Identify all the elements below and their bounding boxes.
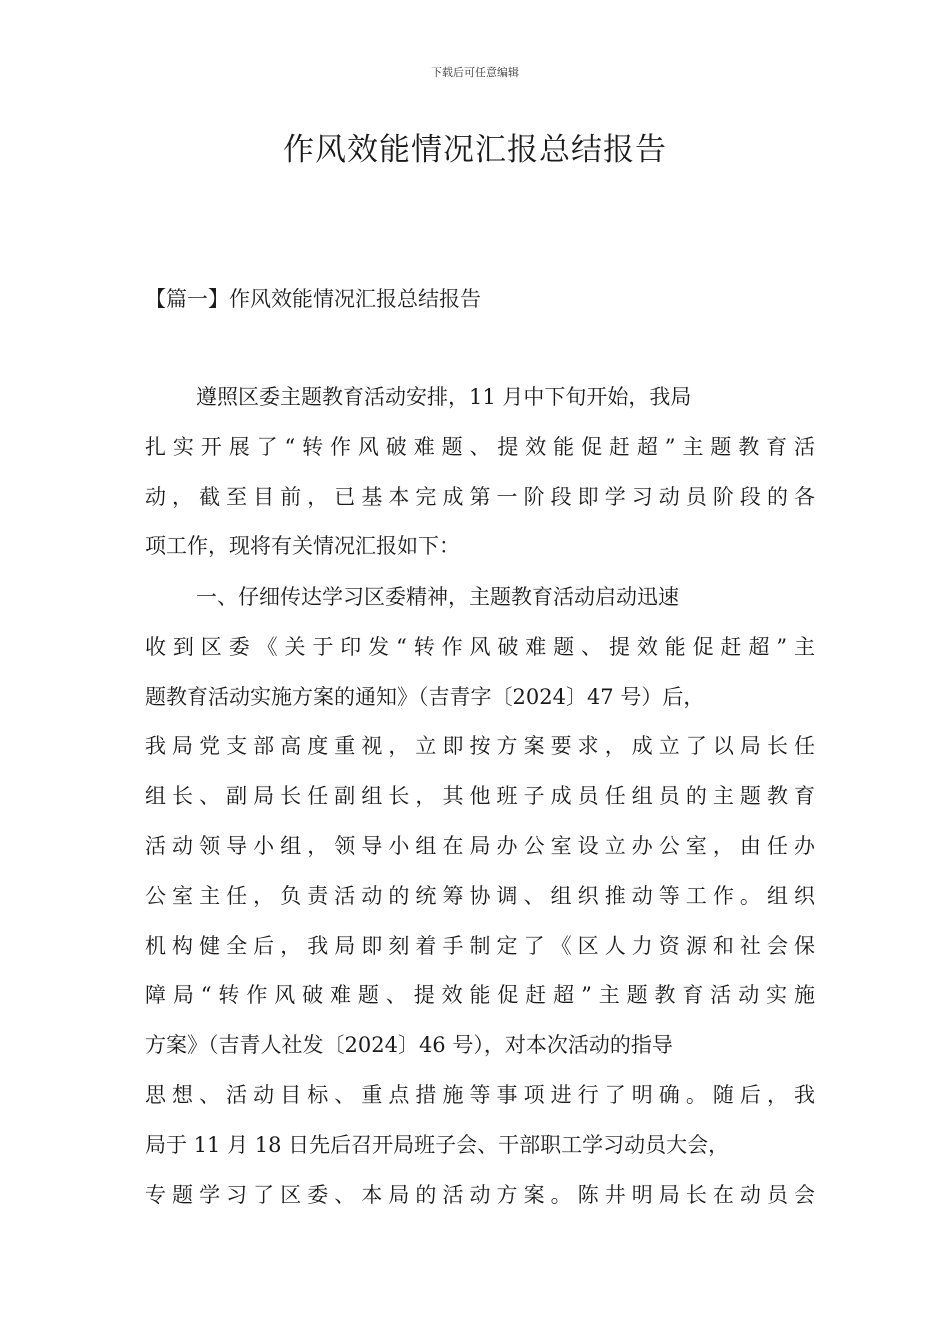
paragraph-line: 我局党支部高度重视，立即按方案要求，成立了以局长任 [145, 734, 815, 759]
section-heading: 【篇一】作风效能情况汇报总结报告 [145, 287, 481, 311]
paragraph-line: 动，截至目前，已基本完成第一阶段即学习动员阶段的各 [145, 484, 815, 509]
paragraph-line: 局于 11 月 18 日先后召开局班子会、干部职工学习动员大会， [145, 1132, 730, 1157]
paragraph-line: 障局“转作风破难题、提效能促赶超”主题教育活动实施 [145, 983, 815, 1008]
paragraph-line: 公室主任，负责活动的统筹协调、组织推动等工作。组织 [145, 883, 815, 908]
paragraph-line: 遵照区委主题教育活动安排，11 月中下旬开始，我局 [196, 385, 692, 409]
paragraph-2 [145, 573, 815, 1220]
paragraph-1 [145, 373, 815, 572]
document-title: 作风效能情况汇报总结报告 [283, 132, 667, 168]
paragraph-line: 组长、副局长任副组长，其他班子成员任组员的主题教育 [145, 784, 815, 809]
paragraph-line: 专题学习了区委、本局的活动方案。陈井明局长在动员会 [145, 1182, 815, 1207]
paragraph-line: 机构健全后，我局即刻着手制定了《区人力资源和社会保 [145, 933, 815, 958]
header-note: 下载后可任意编辑 [431, 66, 519, 79]
paragraph-line: 扎实开展了“转作风破难题、提效能促赶超”主题教育活 [145, 434, 815, 459]
paragraph-line: 活动领导小组，领导小组在局办公室设立办公室，由任办 [145, 833, 815, 858]
paragraph-line: 方案》（吉青人社发〔2024〕46 号），对本次活动的指导 [145, 1033, 673, 1058]
paragraph-line: 项工作，现将有关情况汇报如下： [145, 534, 460, 559]
paragraph-line: 收到区委《关于印发“转作风破难题、提效能促赶超”主 [145, 634, 815, 659]
paragraph-line: 思想、活动目标、重点措施等事项进行了明确。随后，我 [145, 1082, 815, 1107]
paragraph-line: 题教育活动实施方案的通知》（吉青字〔2024〕47 号）后， [145, 684, 705, 709]
paragraph-line: 一、仔细传达学习区委精神，主题教育活动启动迅速 [196, 585, 679, 609]
